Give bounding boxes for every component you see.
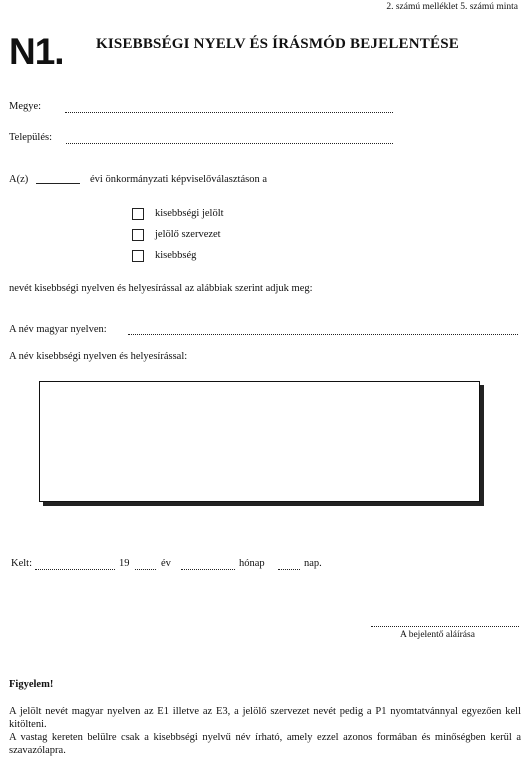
name-minority-label: A név kisebbségi nyelven és helyesírással: bbox=[9, 351, 188, 362]
option-nominating-org-label: jelölő szervezet bbox=[155, 229, 221, 240]
county-label: Megye: bbox=[9, 101, 42, 112]
county-field[interactable] bbox=[65, 112, 393, 113]
option-candidate-label: kisebbségi jelölt bbox=[155, 208, 224, 219]
statement-text: nevét kisebbségi nyelven és helyesírással az alábbiak szerint adjuk meg: bbox=[9, 283, 313, 294]
month-field[interactable] bbox=[181, 569, 235, 570]
place-field[interactable] bbox=[35, 569, 115, 570]
year-label: év bbox=[161, 558, 171, 569]
election-suffix: évi önkormányzati képviselőválasztáson a bbox=[90, 174, 267, 185]
election-year-field[interactable] bbox=[36, 183, 80, 184]
kelt-label: Kelt: bbox=[11, 558, 32, 569]
day-field[interactable] bbox=[278, 569, 300, 570]
signature-label: A bejelentő aláírása bbox=[400, 630, 475, 640]
option-minority-label: kisebbség bbox=[155, 250, 197, 261]
signature-field[interactable] bbox=[371, 626, 519, 627]
notice-paragraph-2: A vastag kereten belülre csak a kisebbségi nyelvű név írható, amely ezzel azonos formában és minőségben kerül a szavazólapra. bbox=[9, 732, 521, 756]
name-hu-field[interactable] bbox=[128, 334, 518, 335]
month-label: hónap bbox=[239, 558, 265, 569]
checkbox-minority[interactable] bbox=[132, 250, 144, 262]
checkbox-nominating-org[interactable] bbox=[132, 229, 144, 241]
year-prefix: 19 bbox=[119, 558, 130, 569]
annex-note: 2. számú melléklet 5. számú minta bbox=[386, 2, 518, 12]
minority-name-box[interactable] bbox=[39, 381, 480, 502]
notice-heading: Figyelem! bbox=[9, 679, 54, 690]
name-hu-label: A név magyar nyelven: bbox=[9, 324, 107, 335]
year-field[interactable] bbox=[135, 569, 156, 570]
settlement-label: Település: bbox=[9, 132, 52, 143]
checkbox-candidate[interactable] bbox=[132, 208, 144, 220]
settlement-field[interactable] bbox=[66, 143, 393, 144]
form-title: KISEBBSÉGI NYELV ÉS ÍRÁSMÓD BEJELENTÉSE bbox=[96, 36, 459, 52]
day-label: nap. bbox=[304, 558, 322, 569]
form-code: N1. bbox=[9, 31, 64, 72]
notice-paragraph-1: A jelölt nevét magyar nyelven az E1 illetve az E3, a jelölő szervezet nevét pedig a P1 nyomtatvánnyal egyezően kell kitölteni. bbox=[9, 706, 521, 730]
election-prefix: A(z) bbox=[9, 174, 29, 185]
